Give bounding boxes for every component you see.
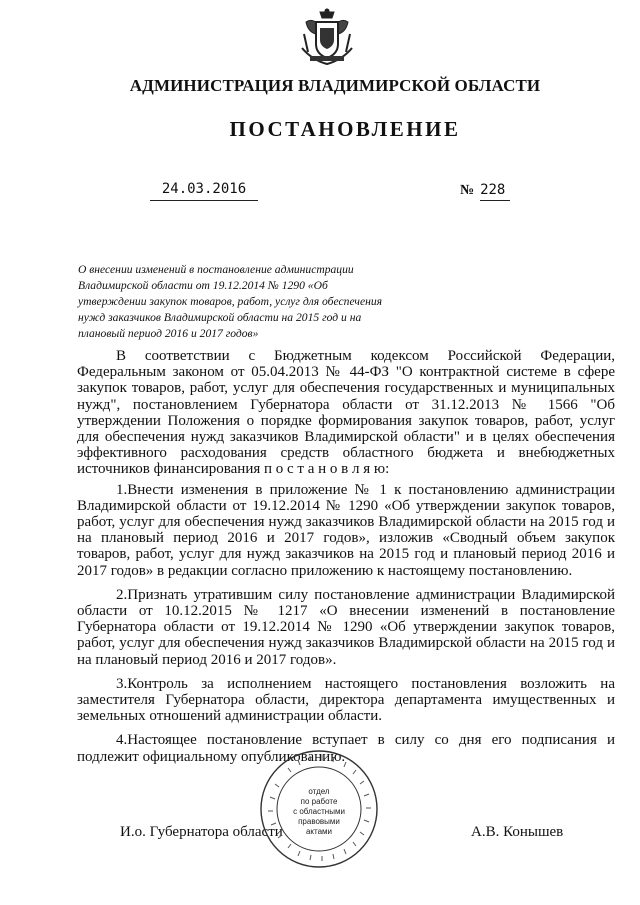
signer-name: А.В. Конышев — [471, 824, 564, 840]
document-number — [460, 181, 520, 201]
number-value: 228 — [480, 182, 510, 201]
clause-4: 4.Настоящее постановление вступает в силу со дня его подписания и подлежит официальному опубликованию. — [77, 732, 615, 765]
stamp-line: актами — [305, 827, 333, 836]
document-date: 24.03.2016 — [150, 181, 258, 201]
document-body — [77, 348, 615, 773]
organization-title: АДМИНИСТРАЦИЯ ВЛАДИМИРСКОЙ ОБЛАСТИ — [129, 76, 541, 95]
stamp-line: по работе — [300, 797, 338, 806]
official-stamp-icon — [258, 748, 380, 870]
document-subject: О внесении изменений в постановление администрации Владимирской области от 19.12.2014 № 1290 «Об утверждении закупок товаров, работ, услуг для обеспечения нужд заказчиков Владимирской области на 2015 год и на плановый период 2016 и 2017 годов» — [78, 263, 383, 340]
clause-3: 3.Контроль за исполнением настоящего постановления возложить на заместителя Губернатора области, директора департамента имущественных и земельных отношений администрации области. — [77, 675, 615, 725]
clause-1: 1.Внести изменения в приложение № 1 к постановлению администрации Владимирской области от 19.12.2014 № 1290 «Об утверждении закупок товаров, работ, услуг для обеспечения нужд заказчиков Владимирской области на 2015 год и на плановый период 2016 и 2017 годов», изложив «Сводный объем закупок товаров, работ, услуг для нужд заказчиков на 2015 год и плановый период 2016 и 2017 годов» в редакции согласно приложению к настоящему постановлению. — [77, 481, 615, 579]
clause-2: 2.Признать утратившим силу постановление администрации Владимирской области от 10.12.2015 № 1217 «О внесении изменений в постановление Губернатора области от 19.12.2014 № 1290 «Об утверждении закупок товаров, работ, услуг для обеспечения нужд заказчиков Владимирской области на 2015 год и на плановый период 2016 и 2017 годов». — [77, 586, 615, 668]
stamp-line: правовыми — [298, 817, 340, 826]
number-sign: № — [460, 183, 475, 198]
document-type-heading: ПОСТАНОВЛЕНИЕ — [229, 117, 461, 141]
stamp-line: отдел — [308, 787, 330, 796]
coat-of-arms-icon — [296, 8, 358, 70]
signer-role: И.о. Губернатора области — [120, 824, 283, 840]
stamp-line: с областными — [293, 807, 345, 816]
preamble-paragraph: В соответствии с Бюджетным кодексом Российской Федерации, Федеральным законом от 05.04.2013 № 44-ФЗ "О контрактной системе в сфере закупок товаров, работ, услуг для обеспечения государственных и муниципальных нужд", постановлением Губернатора области от 31.12.2013 № 1566 "Об утверждении Положения о порядке формирования закупок товаров, работ, услуг для обеспечения нужд заказчиков Владимирской области" и в целях обеспечения эффективного расходования средств областного бюджета и внебюджетных источников финансирования п о с т а н о в л я ю: — [77, 348, 615, 478]
